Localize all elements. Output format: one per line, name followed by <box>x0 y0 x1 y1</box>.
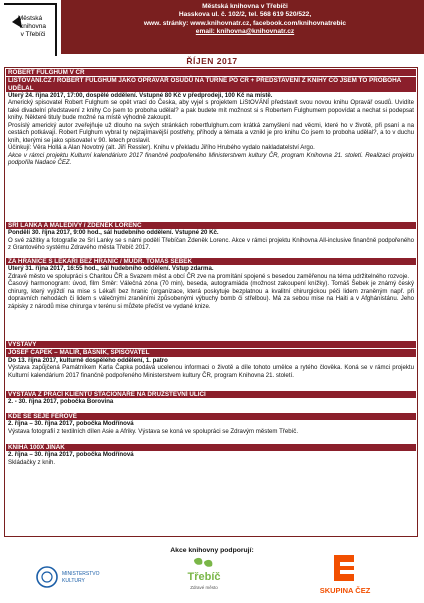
event-text: Účinkují: Věra Hollá a Alan Novotný (alt. Jiří Ressler). Knihu v překladu Jiřího Hrubého vydalo nakladatelství Argo. <box>8 144 315 152</box>
trebic-logo <box>174 556 234 596</box>
event-date: Úterý 31. října 2017, 16:55 hod., sál hudebního oddělení. Vstup zdarma. <box>8 265 214 273</box>
ministry-line-2: KULTURY <box>62 578 85 584</box>
ministry-logo <box>34 562 124 592</box>
event-text: Prosíslý americký autor zveřejňuje už dlouho na svých stránkách robertfulghum.com krátká zamyšlení nad věcmi, které ho v životě, při psaní a na cestách potkávají. Robert Fulghum vybral ty nejzajímavější postřehy, příhody a témata a vznikl je pro knihu Co jsem to proboha udělal?, a to v duchu knih, kterými se jako spisovatel v 90. letech proslavil. <box>8 121 414 144</box>
header-line: Hasskova ul. č. 102/2, tel. 568 619 520/522, <box>178 11 312 19</box>
trebic-name: Třebíč <box>187 571 221 583</box>
logo-line-1: Městská <box>17 15 43 22</box>
event-date: Pondělí 30. října 2017, 9:00 hod., sál hudebního oddělení. Vstupné 20 Kč. <box>8 229 219 237</box>
event-text: Skládačky z knih. <box>8 458 56 466</box>
ministry-line-1: MINISTERSTVO <box>62 571 100 577</box>
section-ferove <box>6 413 416 435</box>
section-heading: VÝSTAVY <box>6 341 416 348</box>
event-text: Výstava fotografií z textilních dílen Asie a Afriky. Výstava se koná ve spolupráci se Zdravým městem Třebíč. <box>8 427 299 435</box>
event-heading: SRÍ LANKA A MALEDIVY / ZDENĚK LORENC <box>6 222 416 229</box>
header-line: Městská knihovna v Třebíči <box>202 3 288 10</box>
event-text: Výstava zapůjčená Památníkem Karla Čapka podává ucelenou informaci o životě a díle tohoto umělce a rytého člověka. Koná se v rámci projektu Kulturní kalendárium 2017 finančně podpořeného Ministerstvem kultury ČR, program Knihovna 21. století. <box>8 364 414 379</box>
event-date: 2. října – 30. října 2017, pobočka Modřínová <box>8 451 134 459</box>
event-heading: LISTOVÁNÍ.CZ / ROBERT FULGHUM JAKO OPRAVÁŘ OSUDŮ NA TURNÉ PO ČR + PŘEDSTAVENÍ Z KNIHY CO JSEM TO PROBOHA UDĚLAL <box>6 77 416 91</box>
section-kniha <box>6 444 416 466</box>
section-heading: ROBERT FULGHUM V ČR <box>6 69 416 76</box>
event-heading: KNIHA 100X JINAK <box>6 444 416 451</box>
cez-logo <box>310 553 380 598</box>
event-date: Do 13. října 2017, kulturně dospělého oddělení, 1. patro <box>8 356 168 364</box>
sponsors-title: Akce knihovny podporují: <box>170 547 254 554</box>
event-heading: JOSEF ČAPEK – MALÍŘ, BÁSNÍK, SPISOVATEL <box>6 349 416 356</box>
cez-name: SKUPINA ČEZ <box>319 586 371 595</box>
logo-line-2: knihovna <box>19 23 47 30</box>
header-contact <box>100 3 390 37</box>
event-heading: KDE SE SEJE FÉROVĚ <box>6 413 416 420</box>
event-heading: ZA HRANICE S LÉKAŘI BEZ HRANIC / MUDR. TOMÁŠ ŠEBEK <box>6 258 416 265</box>
section-stacionar <box>6 391 416 406</box>
logo-line-3: v Třebíči <box>20 31 46 38</box>
trebic-subtitle: Zdravé město <box>190 585 218 590</box>
event-note: Akce v rámci projektu Kulturní kalendárium 2017 finančně podpořeného Ministerstvem kultury ČR, program Knihovna 21. století. Realizaci projektu podpořila Nadace ČEZ. <box>8 151 414 167</box>
event-text: Časový harmonogram: úvod, film Směr: Válečná zóna (70 min), beseda, autogramiáda (možnost zakoupení knížky). Tomáš Šebek je známý český chirurg, který vyjíždí na mise s Lékaři bez hranic (organizace, která poskytuje bezplatnou a kvalitní chirurgickou péči lidem zraněným např. při dopravních nehodách či lidem s válečnými zraněními způsobenými výbuchy bomb či střelbou). Má za sebou mise na Haiti a v Afghánistánu. Jeho zápisky z národů mise chirurga v terénu si můžete přečíst ve vydané knize. <box>8 280 414 310</box>
section-capek <box>6 341 416 379</box>
section-lekari <box>6 258 416 310</box>
section-fulghum <box>6 69 416 167</box>
event-text: Zdravé město ve spolupráci s Charitou ČR a Svazem měst a obcí ČR zve na promítání spojené s besedou zaměřenou na téma udržitelného rozvoje. <box>8 272 410 280</box>
event-text: Americký spisovatel Robert Fulghum se opět vrací do Česka, aby vyjel s projektem LiStOVÁNÍ představit svou novou knihu Opravář osudů. Uvidíte také divadelní představení z knihy Co jsem to proboha udělal? a pak budete mít možnost si s Robertem Fulghumem popovídat a nechat si podepsat knihy. Některé tituly bude možné na místě výhodně zakoupit. <box>8 99 414 122</box>
event-date: 2. října – 30. října 2017, pobočka Modřínová <box>8 420 134 428</box>
event-text: O své zážitky a fotografie ze Srí Lanky se s námi podělí Třebíčan Zdeněk Lorenc. Akce v rámci projektu Knihovna All-inclusive finančně podpořeného z Grantového systému Zdravého města Třebíč 2017. <box>8 236 414 252</box>
library-logo <box>0 0 60 60</box>
section-sri-lanka <box>6 222 416 252</box>
page-header <box>0 0 424 72</box>
header-line[interactable]: www. stránky: www.knihovnatr.cz, facebook.com/knihovnatrebic <box>143 19 347 27</box>
event-heading: VÝSTAVA Z PRÁCÍ KLIENTŮ STACIONÁŘE NA DRUŽSTEVNÍ ULICI <box>6 391 416 398</box>
header-line[interactable]: email: knihovna@knihovnatr.cz <box>195 28 295 36</box>
event-date: Úterý 24. října 2017, 17:00, dospělé oddělení. Vstupné 80 Kč v předprodeji, 100 Kč na místě. <box>8 91 273 99</box>
month-title: ŘÍJEN 2017 <box>186 56 238 66</box>
event-date: 2. - 30. října 2017, pobočka Borovina <box>8 398 114 406</box>
